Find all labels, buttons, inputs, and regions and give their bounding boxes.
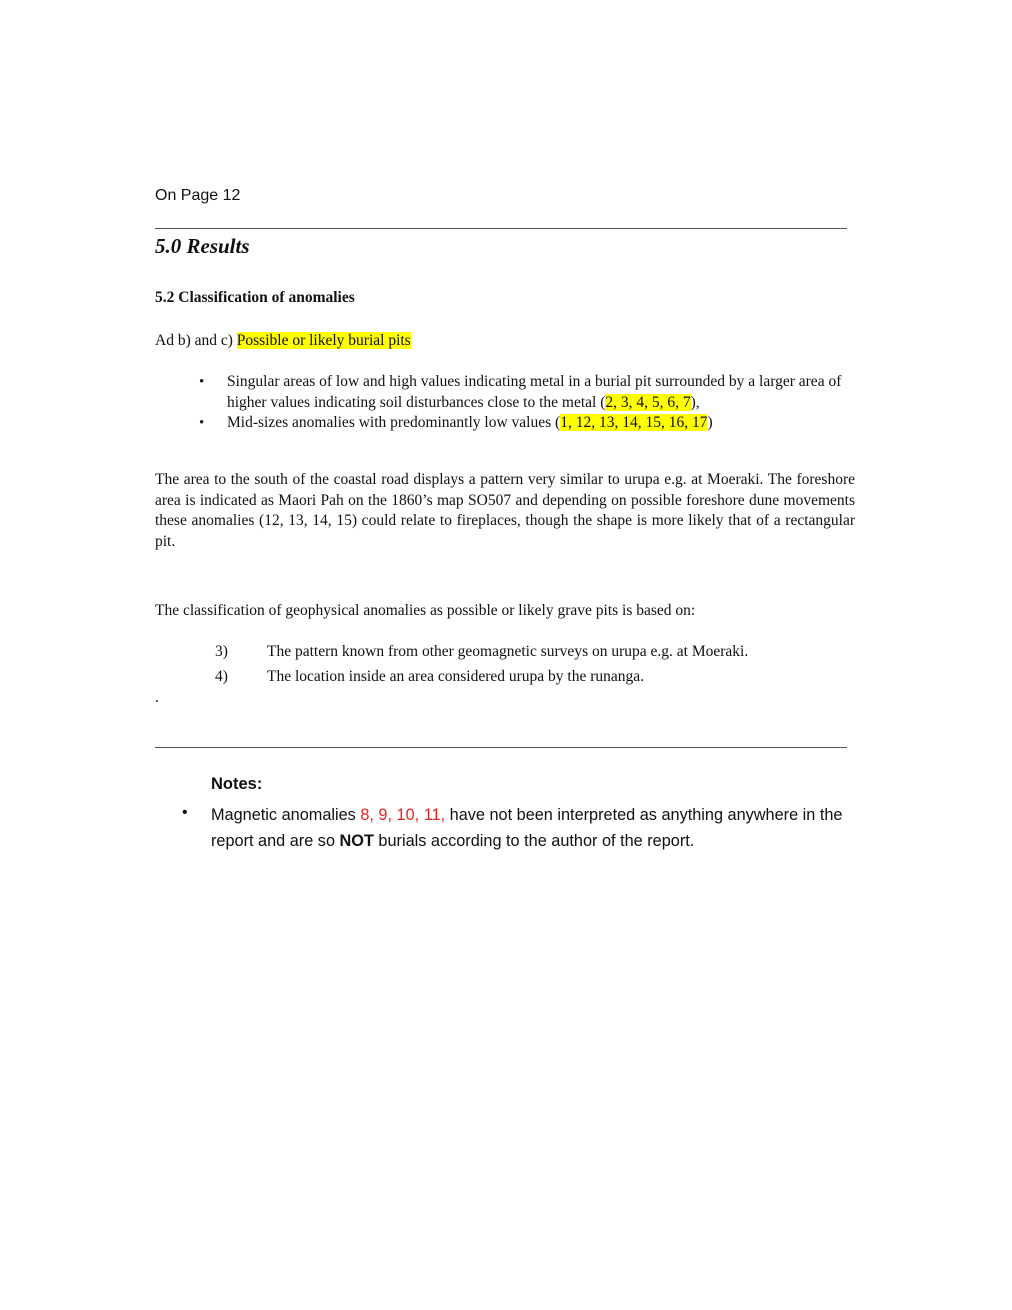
notes-text <box>211 802 871 854</box>
ad-line <box>155 331 411 352</box>
bullet-suffix: ) <box>707 414 713 431</box>
bullet-highlight: 2, 3, 4, 5, 6, 7 <box>605 393 691 411</box>
ad-highlight: Possible or likely burial pits <box>236 332 411 349</box>
section-title: 5.0 Results <box>155 234 250 258</box>
paragraph-1: The area to the south of the coastal road displays a pattern very similar to urupa e.g. at Moeraki. The foreshore area is indicated as Maori Pah on the 1860’s map SO507 and depending on possible foreshore dune movements these anomalies (12, 13, 14, 15) could relate to fireplaces, though the shape is more likely that of a rectangular pit. <box>155 471 855 550</box>
notes-mid: have not been interpreted as anything anywhere in the report and are so <box>211 806 843 850</box>
paragraph-2: The classification of geophysical anomalies as possible or likely grave pits is based on: <box>155 602 696 619</box>
bullet-text: Singular areas of low and high values indicating metal in a burial pit surrounded by a larger area of higher values indicating soil disturbances close to the metal ( <box>227 373 842 411</box>
divider-bottom <box>155 747 847 748</box>
ad-prefix: Ad b) and c) <box>155 332 237 349</box>
notes-title: Notes: <box>211 775 263 793</box>
divider-top <box>155 228 847 229</box>
notes-red-numbers: 8, 9, 10, 11, <box>360 806 446 824</box>
list-item <box>227 413 865 434</box>
numbered-item: 4) <box>215 668 228 685</box>
notes-suffix: burials according to the author of the report. <box>373 832 695 850</box>
notes-bold: NOT <box>339 832 374 850</box>
numbered-text: The pattern known from other geomagnetic surveys on urupa e.g. at Moeraki. <box>267 643 749 660</box>
numbered-item: 3) <box>215 643 228 660</box>
bullet-text: Mid-sizes anomalies with predominantly low values ( <box>227 414 561 431</box>
list-item <box>227 372 865 413</box>
stray-dot: . <box>155 689 159 706</box>
bullet-icon: • <box>199 374 205 390</box>
bullet-icon: • <box>182 804 188 821</box>
notes-prefix: Magnetic anomalies <box>211 806 361 824</box>
subsection-title: 5.2 Classification of anomalies <box>155 289 355 306</box>
bullet-highlight: 1, 12, 13, 14, 15, 16, 17 <box>560 414 708 431</box>
header-note: On Page 12 <box>155 187 241 204</box>
bullet-icon: • <box>199 415 205 431</box>
bullet-list <box>155 372 865 434</box>
bullet-suffix: ), <box>690 393 700 411</box>
numbered-text: The location inside an area considered urupa by the runanga. <box>267 668 645 685</box>
